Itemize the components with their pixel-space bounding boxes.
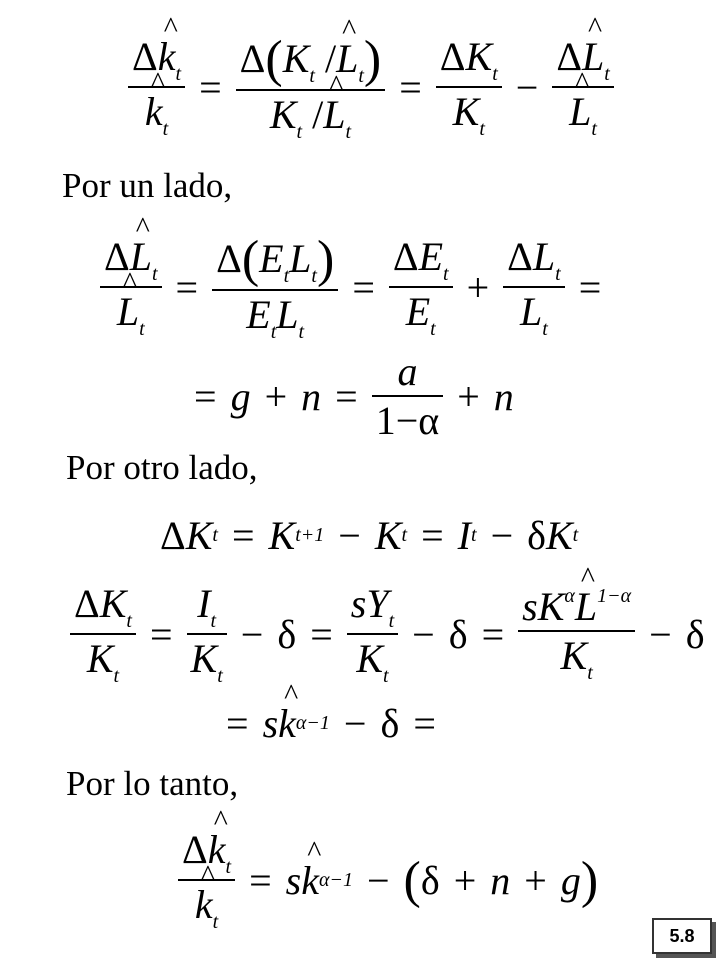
equation-2: Δ^ $L_t$ ^ $L_t$ = $\frac{\Delta(E_tL_t)}{E_tL_t}$ = $\frac{\Delta E_t}{E_t}$ + $\frac{\Delta L_t}{L_t}$ = — [100, 230, 615, 344]
text-por-otro-lado: Por otro lado, — [66, 448, 258, 487]
eq5-frac-sY: $\frac{sY_t}{K_t}$ — [347, 580, 398, 688]
eq2-frac-lhs: Δ^ $L_t$ ^ $L_t$ — [100, 233, 162, 341]
eq1-frac-mid: $\frac{\Delta(K_t /\^{} L_t)}{K_t /\^{} L_t}$ — [236, 30, 386, 144]
eq5-frac-prod: $\frac{sK^\alpha\^{} L^{1-\alpha}}{K_t}$ — [518, 583, 635, 685]
eq5-frac-I: $\frac{I_t}{K_t}$ — [187, 580, 227, 688]
eq1-frac-lhs: Δ^ $k_t$ ^ $k_t$ — [128, 33, 185, 141]
equation-5: $\frac{\Delta K_t}{K_t}$ = $\frac{I_t}{K_t}$ − δ = $\frac{sY_t}{K_t}$ − δ = $\frac{sK^\alpha\^{} L^{1-\alpha}}{K_t}$ − δ — [70, 580, 705, 688]
eq2-frac-dE: $\frac{\Delta E_t}{E_t}$ — [389, 233, 453, 341]
eq1-frac-dK: $\frac{\Delta K_t}{K_t}$ — [436, 33, 502, 141]
eq2-frac-mid: $\frac{\Delta(E_tL_t)}{E_tL_t}$ — [212, 230, 338, 344]
eq7-frac-lhs: Δ^ $k_t$ ^ $k_t$ — [178, 826, 235, 934]
equation-7: Δ^ $k_t$ ^ $k_t$ = s ^ k α−1 − ( δ + n + g ) — [178, 826, 598, 934]
eq2-frac-dL: $\frac{\Delta L_t}{L_t}$ — [503, 233, 565, 341]
page-number-badge: 5.8 — [652, 918, 712, 954]
equation-1: Δ^ $k_t$ ^ $k_t$ = $\frac{\Delta(K_t /\^{} L_t)}{K_t /\^{} L_t}$ = $\frac{\Delta K_t}{K_t}$ − Δ^ $L_t$ ^ $L_t$ — [128, 30, 614, 144]
equation-4: Δ K t = K t+1 − K t = I t − δ K t — [160, 513, 579, 558]
text-por-un-lado: Por un lado, — [62, 166, 233, 205]
text-por-lo-tanto: Por lo tanto, — [66, 764, 239, 803]
eq1-frac-dL: Δ^ $L_t$ ^ $L_t$ — [552, 33, 614, 141]
eq5-frac-lhs: $\frac{\Delta K_t}{K_t}$ — [70, 580, 136, 688]
equation-6: = s ^ k α−1 − δ = — [212, 700, 450, 747]
eq3-frac: $\frac{a}{1-\alpha}$ — [372, 348, 444, 444]
equation-3: = g + n = $\frac{a}{1-\alpha}$ + n — [194, 349, 514, 443]
